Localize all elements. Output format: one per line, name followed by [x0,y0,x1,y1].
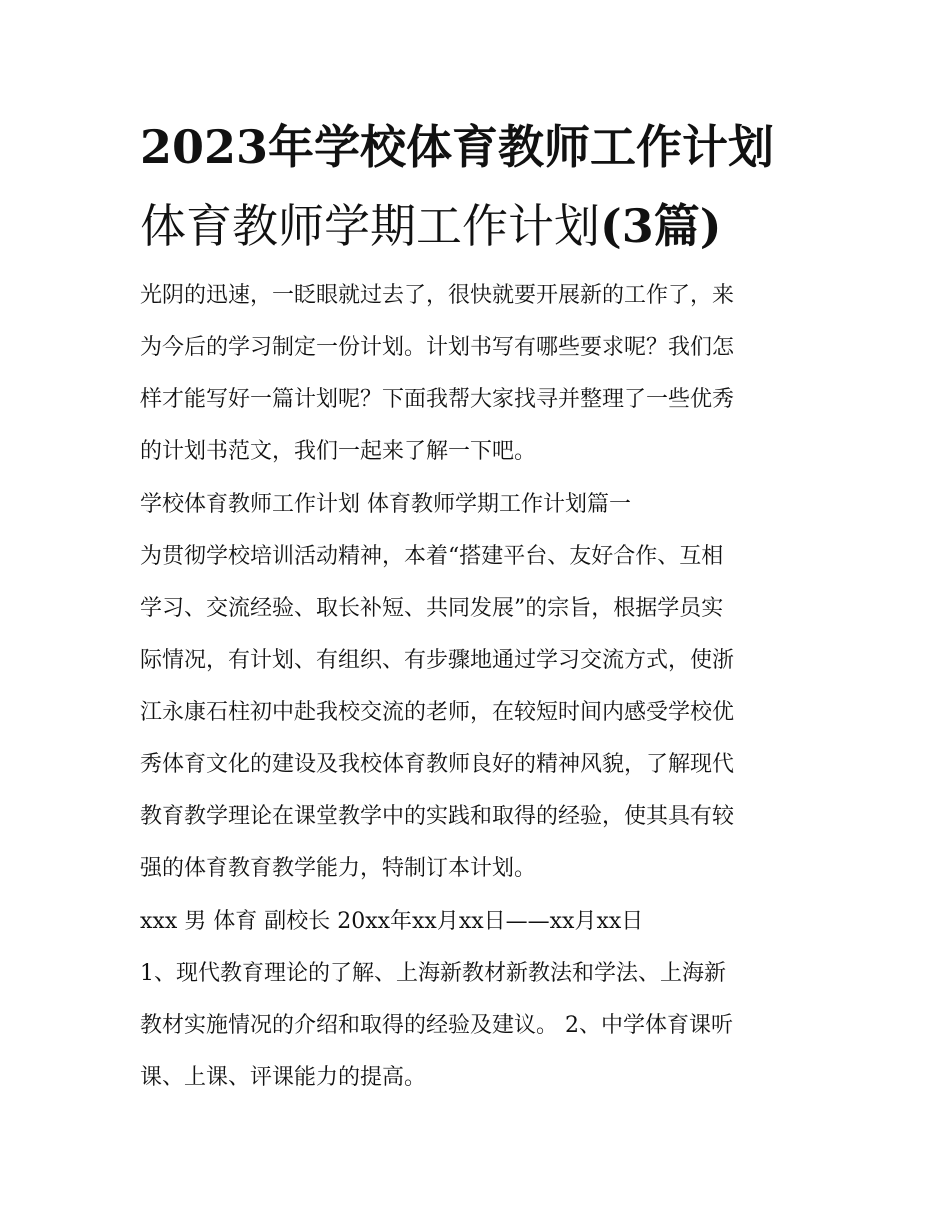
main-line: 强的体育教育教学能力，特制订本计划。 [140,856,537,881]
intro-paragraph [140,283,830,464]
document-subtitle [140,198,830,254]
items-line: 1、现代教育理论的了解、上海新教材新教法和学法、上海新 [140,961,726,986]
main-line: 为贯彻学校培训活动精神，本着“搭建平台、友好合作、互相 [140,544,724,569]
info-line [140,909,643,961]
document-title: 2023年学校体育教师工作计划 [140,120,775,174]
items-line: 课、上课、评课能力的提高。 [140,1065,427,1090]
section-heading-text: 学校体育教师工作计划 体育教师学期工作计划篇一 [140,492,631,517]
subtitle-count: (3篇) [600,199,722,253]
intro-line: 的计划书范文，我们一起来了解一下吧。 [140,439,537,464]
main-line: 际情况，有计划、有组织、有步骤地通过学习交流方式，使浙 [140,648,735,673]
section-heading [140,492,631,544]
info-text: xxx 男 体育 副校长 20xx年xx月xx日——xx月xx日 [140,909,644,934]
main-paragraph [140,544,734,932]
main-line: 江永康石柱初中赴我校交流的老师，在较短时间内感受学校优 [140,700,735,725]
main-line: 秀体育文化的建设及我校体育教师良好的精神风貌，了解现代 [140,752,735,777]
intro-line: 为今后的学习制定一份计划。计划书写有哪些要求呢？我们怎 [140,335,735,360]
subtitle-text: 体育教师学期工作计划 [140,199,600,253]
document-body [140,283,830,1090]
intro-line: 样才能写好一篇计划呢？下面我帮大家找寻并整理了一些优秀 [140,387,735,412]
items-line: 教材实施情况的介绍和取得的经验及建议。 2、中学体育课听 [140,1013,733,1038]
intro-line: 光阴的迅速，一眨眼就过去了，很快就要开展新的工作了，来 [140,283,735,308]
main-line: 学习、交流经验、取长补短、共同发展”的宗旨，根据学员实 [140,596,724,621]
main-line: 教育教学理论在课堂教学中的实践和取得的经验，使其具有较 [140,804,735,829]
items-paragraph [140,961,733,1141]
